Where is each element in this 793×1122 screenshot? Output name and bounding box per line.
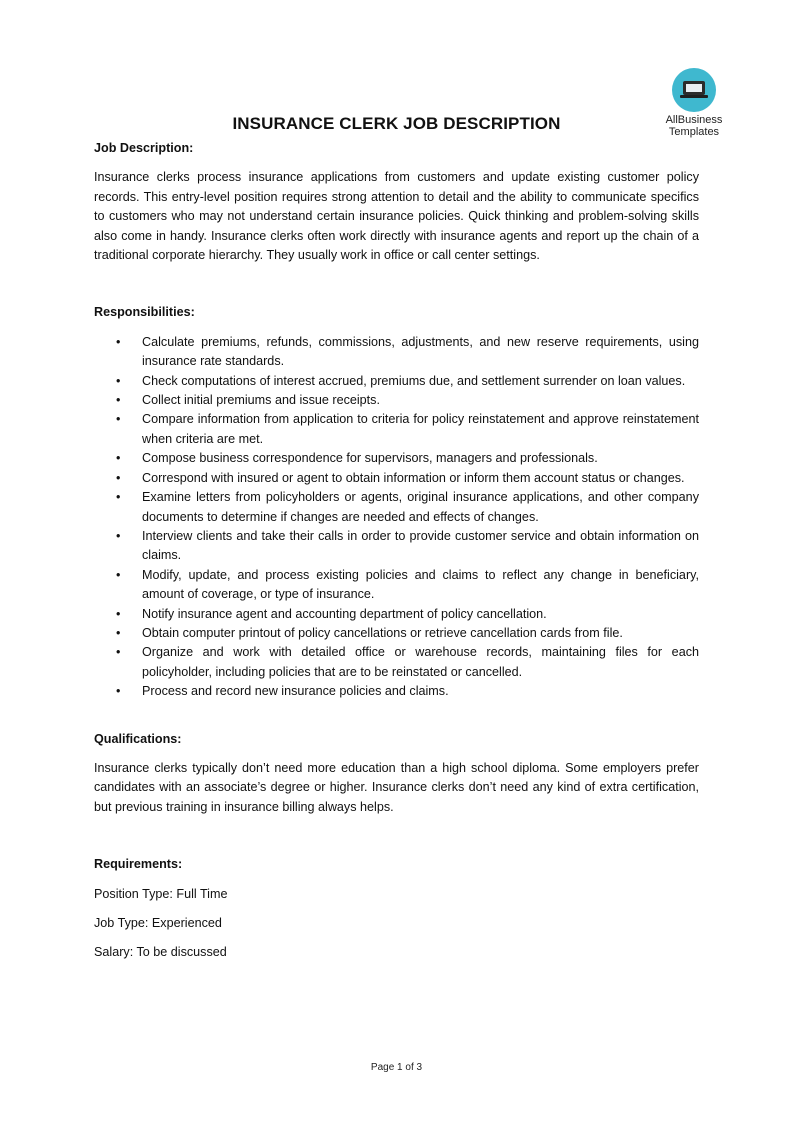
- bullet-icon: •: [116, 606, 121, 621]
- list-item-text: Organize and work with detailed office or warehouse records, maintaining files for each policyholder, including policies that are to be reinstated or cancelled.: [142, 645, 699, 679]
- document-title: INSURANCE CLERK JOB DESCRIPTION: [232, 114, 561, 133]
- list-item-text: Process and record new insurance policies and claims.: [142, 684, 449, 699]
- bullet-icon: •: [116, 451, 121, 466]
- list-item-text: Collect initial premiums and issue receipts.: [142, 393, 380, 408]
- bullet-icon: •: [116, 393, 121, 408]
- list-item: [94, 449, 699, 468]
- list-item: [94, 682, 699, 701]
- bullet-icon: •: [116, 373, 121, 388]
- logo-line1: AllBusiness: [665, 114, 723, 126]
- bullet-icon: •: [116, 625, 121, 640]
- bullet-icon: •: [116, 490, 121, 505]
- bullet-icon: •: [116, 567, 121, 582]
- requirements-heading: Requirements:: [94, 857, 183, 872]
- laptop-icon: [672, 68, 716, 112]
- page-number: Page 1 of 3: [370, 1062, 423, 1073]
- list-item-text: Compare information from application to criteria for policy reinstatement and approve reinstatement when criteria are met.: [142, 412, 699, 446]
- job-type: Job Type: Experienced: [94, 916, 222, 930]
- qualifications-heading: Qualifications:: [94, 731, 182, 746]
- list-item: [94, 410, 699, 449]
- bullet-icon: •: [116, 684, 121, 699]
- bullet-icon: •: [116, 334, 121, 349]
- salary: Salary: To be discussed: [94, 945, 227, 960]
- responsibilities-heading: Responsibilities:: [94, 305, 195, 320]
- list-item-text: Notify insurance agent and accounting department of policy cancellation.: [142, 606, 547, 621]
- list-item-text: Obtain computer printout of policy cancellations or retrieve cancellation cards from file.: [142, 625, 623, 640]
- responsibilities-list: [94, 333, 699, 702]
- list-item-text: Modify, update, and process existing policies and claims to reflect any change in beneficiary, amount of coverage, or type of insurance.: [142, 567, 699, 602]
- list-item: [94, 643, 699, 682]
- list-item-text: Calculate premiums, refunds, commissions, adjustments, and new reserve requirements, using insurance rate standards.: [142, 334, 699, 369]
- list-item: [94, 527, 699, 566]
- list-item: [94, 391, 699, 410]
- list-item-text: Correspond with insured or agent to obtain information or inform them account status or changes.: [142, 470, 685, 485]
- qualifications-text: Insurance clerks typically don’t need more education than a high school diploma. Some employers prefer candidates with an associate’s degree or higher. Insurance clerks don’t need any kind of extra certification, but previous training in insurance billing always helps.: [94, 760, 699, 814]
- list-item: [94, 372, 699, 391]
- list-item-text: Compose business correspondence for supervisors, managers and professionals.: [142, 451, 598, 466]
- list-item: [94, 624, 699, 643]
- bullet-icon: •: [116, 470, 121, 485]
- list-item-text: Check computations of interest accrued, premiums due, and settlement surrender on loan values.: [142, 373, 686, 388]
- logo-line2: Templates: [668, 126, 720, 138]
- job-description-text: Insurance clerks process insurance applications from customers and update existing customer policy records. This entry-level position requires strong attention to detail and the ability to communicate specifics to customers who may not understand certain insurance policies. Quick thinking and problem-solving skills also come in handy. Insurance clerks often work directly with insurance agents and report up the chain of a traditional corporate hierarchy. They usually work in office or call center settings.: [94, 170, 699, 263]
- list-item: [94, 566, 699, 605]
- bullet-icon: •: [116, 412, 121, 427]
- job-description-heading: Job Description:: [94, 141, 194, 155]
- list-item-text: Interview clients and take their calls in order to provide customer service and obtain information on claims.: [142, 528, 699, 563]
- list-item: [94, 488, 699, 527]
- bullet-icon: •: [116, 645, 121, 660]
- list-item: [94, 469, 699, 488]
- position-type: Position Type: Full Time: [94, 886, 228, 901]
- bullet-icon: •: [116, 528, 121, 543]
- list-item: [94, 333, 699, 372]
- list-item: [94, 605, 699, 624]
- list-item-text: Examine letters from policyholders or agents, original insurance applications, and other company documents to determine if changes are needed and effects of changes.: [142, 490, 699, 524]
- document-body: [94, 139, 699, 963]
